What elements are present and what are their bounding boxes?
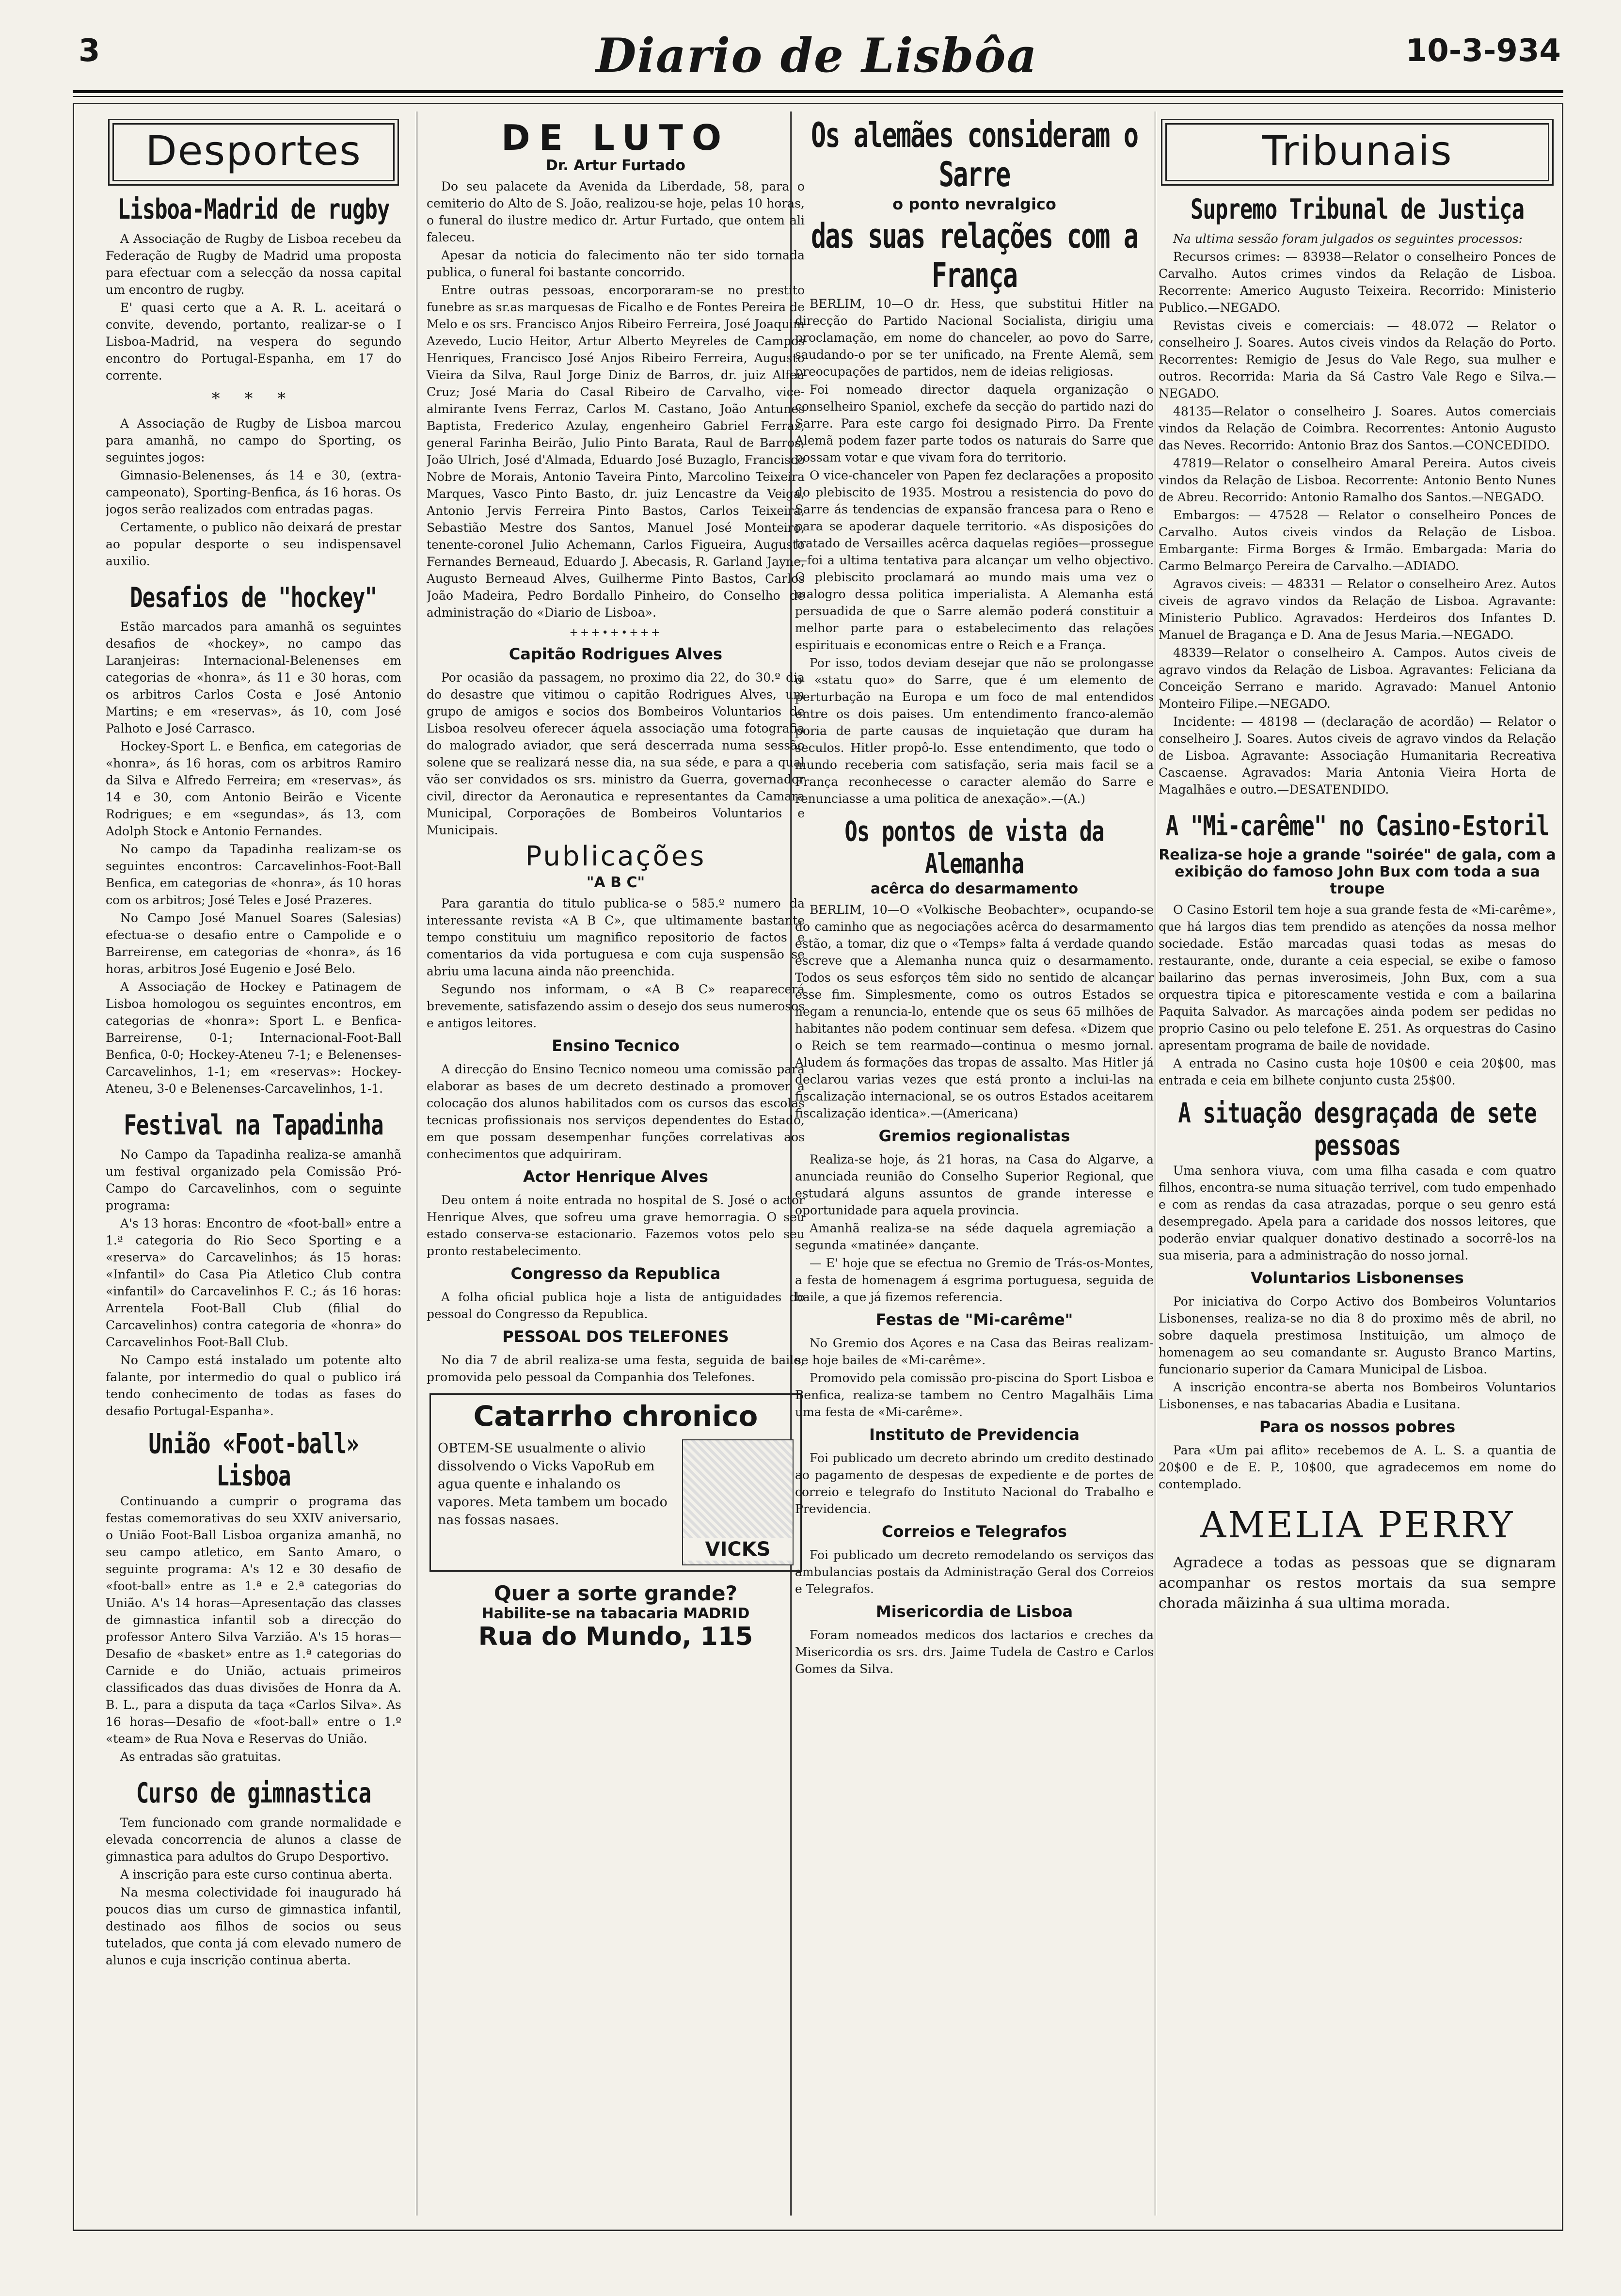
paragraph: BERLIM, 10—O dr. Hess, que substitui Hitler na direcção do Partido Nacional Socialista, dirigiu uma proclamação, em nome do chanceler, ao povo do Sarre, saudando-o por se ter unificado, na Frente Alemã, sem preocupações de partidos, nem de ideias religiosas. xyxy=(795,297,1154,379)
ornament-rule: +++•+•+++ xyxy=(569,627,662,639)
paragraph: No Campo está instalado um potente alto falante, por intermedio do qual o publico irá tendo conhecimento de todas as fases do desafio Portugal-Espanha». xyxy=(106,1353,401,1418)
paragraph: — E' hoje que se efectua no Gremio de Trás-os-Montes, a festa de homenagem á esgrima portuguesa, seguida de baile, a que já fizemos referencia. xyxy=(795,1256,1154,1305)
headline-correios: Correios e Telegrafos xyxy=(882,1522,1067,1541)
headline-voluntarios: Voluntarios Lisbonenses xyxy=(1251,1269,1464,1288)
ad-text: OBTEM-SE usualmente o alivio dissolvendo o Vicks VapoRub em agua quente e inhalando os vapores. Meta tambem um bocado nas fossas nasaes. xyxy=(438,1441,667,1528)
newspaper-title: Diario de Lisbôa xyxy=(596,28,1038,83)
notice-amelia-perry: AMELIA PERRY xyxy=(1200,1504,1515,1547)
headline-ensino: Ensino Tecnico xyxy=(552,1036,680,1055)
paragraph: Incidente: — 48198 — (declaração de acordão) — Relator o conselheiro J. Soares. Autos civeis de agravo vindos da Relação de Lisboa. Agravante: Associação Humanitaria Recreativa Cascaense. Agravados: Maria Antonia Vieira Horta de Magalhães e outro.—DESATENDIDO. xyxy=(1159,714,1556,797)
paragraph: E' quasi certo que a A. R. L. aceitará o convite, devendo, portanto, realizar-se o I Lisboa-Madrid, na vespera do segundo encontro do Portugal-Espanha, em 17 do corrente. xyxy=(106,300,401,383)
paragraph: Apesar da noticia do falecimento não ter sido tornada publica, o funeral foi bastante concorrido. xyxy=(427,248,805,279)
headline-situacao: A situação desgraçada de sete pessoas xyxy=(1178,1097,1537,1162)
headline-casino: A "Mi-carême" no Casino-Estoril xyxy=(1165,810,1549,843)
paragraph: O vice-chanceler von Papen fez declarações a proposito do plebiscito de 1935. Mostrou a resistencia do povo do Sarre ás tendencias de expansão francesa para o Reno e para se apoderar daquele territorio. «As disposições do tratado de Versailles acêrca daquelas regiões—prossegue—foi a ultima tentativa para alcançar um velho objectivo. O plebiscito proclamará ao mundo mais uma vez o malogro dessa politica imperialista. A Alemanha está persuadida de que o Sarre alemão poderá constituir a melhor parte para o estabelecimento das relações espirituais e economicas entre o Reich e a França. xyxy=(795,468,1154,653)
paragraph: Foi publicado um decreto remodelando os serviços das ambulancias postais da Administração Geral dos Correios e Telegrafos. xyxy=(795,1548,1154,1596)
headline-micareme: Festas de "Mi-carême" xyxy=(875,1310,1073,1329)
paragraph: Para garantia do titulo publica-se o 585.º numero da interessante revista «A B C», que ultimamente bastante tempo constituiu um magnifico repositorio de factos e comentarios da vida portuguesa e com cuja suspensão se abriu uma lacuna ainda não preenchida. xyxy=(427,896,805,978)
paragraph: Na mesma colectividade foi inaugurado há poucos dias um curso de gimnastica infantil, destinado aos filhos de socios ou seus tutelados, que conta já com elevado numero de alunos e cuja inscrição continua aberta. xyxy=(106,1885,401,1967)
paragraph: A folha oficial publica hoje a lista de antiguidades do pessoal do Congresso da Republica. xyxy=(427,1290,805,1321)
paragraph: Revistas civeis e comerciais: — 48.072 — Relator o conselheiro J. Soares. Autos civeis vindos da Relação do Porto. Recorrentes: Remigio de Jesus do Vale Rego, sua mulher e outros. Recorrida: Maria da Sá Castro Vale Rego e Silva.—NEGADO. xyxy=(1159,318,1556,400)
ad-line: Habilite-se na tabacaria MADRID xyxy=(481,1605,750,1622)
column-divider xyxy=(1155,112,1156,2216)
paragraph: Estão marcados para amanhã os seguintes desafios de «hockey», no campo das Laranjeiras: Internacional-Belenenses em categorias de «honra», ás 11 e 30 horas, com os arbitros Carlos Costa e José Antonio Martins; e em «reservas», ás 10, com José Palhoto e José Carrasco. xyxy=(106,620,401,736)
ad-line: Rua do Mundo, 115 xyxy=(478,1622,753,1651)
headline-uniao: União «Foot-ball» Lisboa xyxy=(148,1428,359,1492)
headline-gimnastica: Curso de gimnastica xyxy=(136,1777,371,1810)
subhead: Dr. Artur Furtado xyxy=(545,157,686,174)
headline-previdencia: Instituto de Previdencia xyxy=(869,1425,1080,1444)
headline-pobres: Para os nossos pobres xyxy=(1259,1418,1456,1436)
paragraph: As entradas são gratuitas. xyxy=(120,1749,281,1764)
headline-supremo: Supremo Tribunal de Justiça xyxy=(1190,193,1525,226)
masthead-rule xyxy=(73,90,1563,93)
paragraph: Foi publicado um decreto abrindo um credito destinado ao pagamento de despesas de expediente e de portes de correio e telegrafo do Instituto Nacional do Trabalho e Previdencia. xyxy=(795,1451,1154,1516)
headline-actor: Actor Henrique Alves xyxy=(523,1167,708,1186)
paragraph: Entre outras pessoas, encorporaram-se no prestito funebre as sr.as marquesas de Ficalho e de Fontes Pereira de Melo e os srs. Francisco Anjos Ribeiro Ferreira, José Joaquim Azevedo, Lucio Heitor, Artur Alberto Meyreles de Campos Henriques, Francisco José Anjos Ribeiro Ferreira, Augusto Vieira da Silva, Raul Jorge Diniz de Barros, dr. juiz Alfeu Cruz; José Maria do Casal Ribeiro de Carvalho, vice-almirante Ivens Ferraz, Carlos M. Castano, João Antunes Baptista, Frederico Azulay, engenheiro Gabriel Ferraz, general Farinha Beirão, Julio Pinto Barata, Raul de Barros, João Ulrich, José d'Almada, Eduardo José Buzaglo, Francisco Nobre de Morais, Antonio Taveira Pinto, Marcolino Teixeira Marques, Vasco Pinto Basto, dr. juiz Lencastre da Veiga, Antonio Jervis Ferreira Pinto Bastos, Carlos Teixeira, Sebastião Mestre dos Santos, Manuel José Monteiro, tenente-coronel Julio Achemann, Carlos Figueira, Augusto Fernandes Berneaud, Eduardo J. Abecasis, R. Garland Jayne, Augusto Berneaud Alves, Guilherme Pinto Bastos, Carlos João Madeira, Pedro Bordallo Pinheiro, do Conselho de administração do «Diario de Lisboa». xyxy=(427,283,805,620)
paragraph: Tem funcionado com grande normalidade e elevada concorrencia de alunos a classe de gimnastica para adultos do Grupo Desportivo. xyxy=(106,1815,401,1864)
advertisement-vicks xyxy=(429,1393,802,1572)
headline-de-luto: DE LUTO xyxy=(501,117,731,158)
paragraph: Gimnasio-Belenenses, ás 14 e 30, (extra-campeonato), Sporting-Benfica, ás 16 horas. Os jogos serão realizados com entradas pagas. xyxy=(106,468,401,516)
issue-date: 10-3-934 xyxy=(1405,33,1561,69)
paragraph: A inscrição encontra-se aberta nos Bombeiros Voluntarios Lisbonenses, e nas tabacarias Abadia e Lusitana. xyxy=(1159,1380,1556,1412)
paragraph: Agradece a todas as pessoas que se dignaram acompanhar os restos mortais da sua sempre chorada mãizinha á sua ultima morada. xyxy=(1159,1554,1556,1612)
paragraph: Foi nomeado director daquela organização o conselheiro Spaniol, exchefe da secção do partido nazi do Sarre. Para este cargo foi designado Pirro. Da Frente Alemã podem fazer parte todos os naturais do Sarre que possam votar e que vivam fora do territorio. xyxy=(795,383,1154,465)
subhead: o ponto nevralgico xyxy=(892,194,1056,213)
paragraph: A inscrição para este curso continua aberta. xyxy=(120,1867,393,1881)
masthead-rule-thin xyxy=(73,96,1563,97)
paragraph: No Gremio dos Açores e na Casa das Beiras realizam-se hoje bailes de «Mi-carême». xyxy=(795,1336,1154,1368)
paragraph: Por iniciativa do Corpo Activo dos Bombeiros Voluntarios Lisbonenses, realiza-se no dia 8 do proximo mês de abril, no sobre daquela prestimosa Instituição, um almoço de homenagem ao seu comandante sr. Augusto Branco Martins, funcionario superior da Camara Municipal de Lisboa. xyxy=(1159,1294,1556,1377)
section-head-desportes: Desportes xyxy=(112,123,395,181)
paragraph: Do seu palacete da Avenida da Liberdade, 58, para o cemiterio do Alto de S. João, realizou-se hoje, pelas 10 horas, o funeral do ilustre medico dr. Artur Furtado, que ontem ali faleceu. xyxy=(427,179,805,244)
paragraph: Hockey-Sport L. e Benfica, em categorias de «honra», ás 16 horas, com os arbitros Ramiro da Silva e Alfredo Ferreira; em «reservas», ás 14 e 30, com Antonio Beirão e Vicente Rodrigues; e em «segundas», ás 13, com Adolph Stock e Antonio Fernandes. xyxy=(106,739,401,839)
headline-capitao: Capitão Rodrigues Alves xyxy=(509,645,723,663)
headline-festival: Festival na Tapadinha xyxy=(124,1109,383,1142)
paragraph: A Associação de Rugby de Lisboa recebeu da Federação de Rugby de Madrid uma proposta para efectuar com a selecção da nossa capital um encontro de rugby. xyxy=(106,231,401,297)
headline-hockey: Desafios de "hockey" xyxy=(130,581,377,614)
headline-congresso: Congresso da Republica xyxy=(510,1264,721,1283)
paragraph: Amanhã realiza-se na séde daquela agremiação a segunda «matinée» dançante. xyxy=(795,1221,1154,1253)
ad-title: Catarrho chronico xyxy=(473,1400,758,1433)
masthead xyxy=(73,28,1561,86)
section-head-tribunais: Tribunais xyxy=(1165,123,1549,181)
paragraph: Uma senhora viuva, com uma filha casada e com quatro filhos, encontra-se numa situação terrivel, com tudo empenhado e com as rendas da casa atrazadas, porque o seu genro está desempregado. Apela para a caridade dos nossos leitores, que poderão enviar qualquer donativo destinado a socorrê-los na sua miseria, para a administração do nosso jornal. xyxy=(1159,1164,1556,1263)
ad-brand: VICKS xyxy=(683,1538,793,1561)
paragraph: A entrada no Casino custa hoje 10$00 e ceia 20$00, mas entrada e ceia em bilhete conjunto custa 25$00. xyxy=(1159,1056,1556,1088)
column-divider xyxy=(416,112,417,2216)
headline-sarre: Os alemães consideram o Sarre xyxy=(810,116,1138,195)
headline-gremios: Gremios regionalistas xyxy=(878,1127,1070,1146)
paragraph: No Campo José Manuel Soares (Salesias) efectua-se o desafio entre o Campolide e o Barreirense, em categorias de «honra», ás 16 horas, arbitros José Eugenio e José Belo. xyxy=(106,911,401,976)
headline-sarre-2: das suas relações com a França xyxy=(810,217,1138,296)
headline-rugby: Lisboa-Madrid de rugby xyxy=(117,193,390,226)
column-sports xyxy=(106,112,401,1970)
column-courts xyxy=(1159,112,1556,1615)
paragraph: BERLIM, 10—O «Volkische Beobachter», ocupando-se do caminho que as negociações acêrca do desarmamento estão, a tomar, diz que o «Temps» falta á verdade quando escreve que a Alemanha nunca quiz o desarmamento. Todos os seus esforços têm sido no sentido de alcançar esse fim. Simplesmente, como os outros Estados se negam a renuncia-lo, entende que os seus 65 milhões de habitantes não podem continuar sem defesa. «Dizem que o Reich se tem rearmado—continua o mesmo jornal. Aludem ás formações das tropas de assalto. Mas Hitler já declarou varias vezes que está pronto a inclui-las na fiscalização internacional, se os outros Estados aceitarem fiscalização identica».—(Americana) xyxy=(795,903,1154,1121)
paragraph: No dia 7 de abril realiza-se uma festa, seguida de baile, promovida pelo pessoal da Companhia dos Telefones. xyxy=(427,1353,805,1384)
paragraph: Foram nomeados medicos dos lactarios e creches da Misericordia os srs. drs. Jaime Tudela de Castro e Carlos Gomes da Silva. xyxy=(795,1628,1154,1676)
headline-publicacoes: Publicações xyxy=(525,841,706,872)
paragraph: A Associação de Rugby de Lisboa marcou para amanhã, no campo do Sporting, os seguintes jogos: xyxy=(106,416,401,464)
paragraph: No campo da Tapadinha realizam-se os seguintes encontros: Carcavelinhos-Foot-Ball Benfica, em categorias de «honra», ás 10 horas com os arbitros; José Teles e José Prazeres. xyxy=(106,842,401,908)
paragraph: A's 13 horas: Encontro de «foot-ball» entre a 1.ª categoria do Rio Seco Sporting e a «reserva» do Carcavelinhos; ás 15 horas: «Infantil» do Casa Pia Atletico Club contra «infantil» do Carcavelinhos F. C.; ás 16 horas: Arrentela Foot-Ball Club (filial do Carcavelinhos) contra categoria de «honra» do Carcavelinhos Foot-Ball Club. xyxy=(106,1216,401,1349)
headline-alemanha: Os pontos de vista da Alemanha xyxy=(844,815,1104,880)
separator-stars: * * * xyxy=(211,388,296,408)
paragraph: Continuando a cumprir o programa das festas comemorativas do seu XXIV aniversario, o União Foot-Ball Lisboa organiza amanhã, no seu campo atletico, em Santo Amaro, o seguinte programa: A's 12 e 30 desafio de «foot-ball» entre as 1.ª e 2.ª categorias do União. A's 14 horas—Apresentação das classes de gimnastica infantil sob a direcção do professor Antero Silva Varzião. A's 15 horas—Desafio de «basket» entre as 1.ª categorias do Carnide e do União, actuais primeiros classificados das duas divisões de Honra da A. B. L., para a disputa da taça «Carlos Silva». As 16 horas—Desafio de «foot-ball» entre o 1.º «team» de Rua Nova e Reservas do União. xyxy=(106,1494,401,1746)
column-news xyxy=(427,112,805,1661)
advertisement-lottery xyxy=(427,1581,805,1651)
paragraph: O Casino Estoril tem hoje a sua grande festa de «Mi-carême», que há largos dias tem prendido as atenções da nossa melhor sociedade. Estão marcadas quasi todas as mesas do restaurante, onde, durante a ceia especial, se exibe o famoso bailarino das pernas inverosimeis, John Bux, com a sua orquestra tipica e pitorescamente vestida e com a bailarina Paquita Salvador. As marcações ainda podem ser pedidas no proprio Casino ou pelo telefone E. 251. As orquestras do Casino apresentam programa de baile de novidade. xyxy=(1159,903,1556,1053)
paragraph: Por isso, todos deviam desejar que não se prolongasse o «statu quo» do Sarre, que é um elemento de perturbação na Europa e um foco de mal entendidos entre os dois paises. Um entendimento franco-alemão poria de parte causas de inquietação que duram ha seculos. Hitler propô-lo. Esse entendimento, que todo o mundo receberia com satisfação, seria mais facil se a França reconhecesse o caracter alemão do Sarre e renunciasse a uma politica de anexação».—(A.) xyxy=(795,656,1154,806)
paragraph: Por ocasião da passagem, no proximo dia 22, do 30.º dia do desastre que vitimou o capitão Rodrigues Alves, um grupo de amigos e socios dos Bombeiros Voluntarios de Lisboa resolveu oferecer áquela associação uma fotografia do malogrado aviador, que será descerrada numa sessão solene que se realizará nesse dia, na sua séde, e para a qual vão ser convidados os srs. ministro da Guerra, governador civil, director da Aeronautica e representantes da Camara Municipal, Corporações de Bombeiros Voluntarios e Municipais. xyxy=(427,670,805,837)
paragraph: Realiza-se hoje, ás 21 horas, na Casa do Algarve, a anunciada reunião do Conselho Superior Regional, que estudará alguns assuntos de grande interesse e oportunidade para aquela provincia. xyxy=(795,1152,1154,1218)
paragraph: 48339—Relator o conselheiro A. Campos. Autos civeis de agravo vindos da Relação de Lisboa. Agravantes: Feliciana da Conceição Serrano e marido. Agravado: Manuel Antonio Monteiro Filipe.—NEGADO. xyxy=(1159,645,1556,711)
ad-illustration xyxy=(682,1439,794,1565)
paragraph: 47819—Relator o conselheiro Amaral Pereira. Autos civeis vindos da Relação de Lisboa. Recorrente: Antonio Bento Nunes de Abreu. Recorrido: Antonio Ramalho dos Santos.—NEGADO. xyxy=(1159,456,1556,504)
paragraph: Agravos civeis: — 48331 — Relator o conselheiro Arez. Autos civeis de agravo vindos da Relação de Lisboa. Agravante: Ministerio Publico. Agravados: Herdeiros dos Infantes D. Manuel de Bragança e D. Ana de Jesus Maria.—NEGADO. xyxy=(1159,576,1556,642)
ad-line: Quer a sorte grande? xyxy=(493,1581,738,1605)
headline-misericordia: Misericordia de Lisboa xyxy=(875,1602,1073,1621)
subhead: "A B C" xyxy=(586,874,645,891)
paragraph: 48135—Relator o conselheiro J. Soares. Autos comerciais vindos da Relação de Coimbra. Recorrentes: Antonio Augusto das Neves. Recorrido: Antonio Braz dos Santos.—CONCEDIDO. xyxy=(1159,404,1556,452)
paragraph: Deu ontem á noite entrada no hospital de S. José o actor Henrique Alves, que sofreu uma grave hemorragia. O seu estado conserva-se estacionario. Fazemos votos pelo seu pronto restabelecimento. xyxy=(427,1193,805,1258)
column-foreign xyxy=(795,112,1154,1678)
paragraph: A direcção do Ensino Tecnico nomeou uma comissão para elaborar as bases de um decreto destinado a promover a colocação dos alunos habilitados com os cursos das escolas tecnicas profissionais nos serviços dependentes do Estado, em que possam desempenhar funções correlativas aos conhecimentos que adquiriram. xyxy=(427,1062,805,1161)
paragraph: No Campo da Tapadinha realiza-se amanhã um festival organizado pela Comissão Pró-Campo do Carcavelinhos, com o seguinte programa: xyxy=(106,1147,401,1212)
paragraph: Recursos crimes: — 83938—Relator o conselheiro Ponces de Carvalho. Autos crimes vindos da Relação de Lisboa. Recorrente: Americo Augusto Teixeira. Recorrido: Ministerio Publico.—NEGADO. xyxy=(1159,249,1556,315)
paragraph: Na ultima sessão foram julgados os seguintes processos: xyxy=(1173,231,1523,246)
paragraph: Promovido pela comissão pro-piscina do Sport Lisboa e Benfica, realiza-se tambem no Centro Magalhãis Lima uma festa de «Mi-carême». xyxy=(795,1371,1154,1419)
subhead: Realiza-se hoje a grande "soirée" de gala, com a exibição do famoso John Bux com toda a sua troupe xyxy=(1159,846,1556,898)
subhead: acêrca do desarmamento xyxy=(870,880,1079,898)
paragraph: Certamente, o publico não deixará de prestar ao popular desporte o seu indispensavel auxilio. xyxy=(106,520,401,568)
paragraph: A Associação de Hockey e Patinagem de Lisboa homologou os seguintes encontros, em categorias de «honra»: Sport L. e Benfica-Barreirense, 0-1; Internacional-Foot-Ball Benfica, 0-0; Hockey-Ateneu 7-1; e Belenenses-Carcavelinhos, 1-1; em «reservas»: Hockey-Ateneu, 3-0 e Belenenses-Carcavelinhos, 1-1. xyxy=(106,980,401,1096)
headline-telefones: PESSOAL DOS TELEFONES xyxy=(502,1327,729,1346)
paragraph: Segundo nos informam, o «A B C» reaparecerá brevemente, satisfazendo assim o desejo dos seus numerosos e antigos leitores. xyxy=(427,982,805,1030)
page-number: 3 xyxy=(79,33,100,69)
paragraph: Embargos: — 47528 — Relator o conselheiro Ponces de Carvalho. Autos civeis vindos da Relação de Lisboa. Embargante: Firma Borges & Irmão. Embargada: Maria do Carmo Belmarço Pereira de Carvalho.—ADIADO. xyxy=(1159,508,1556,573)
paragraph: Para «Um pai aflito» recebemos de A. L. S. a quantia de 20$00 e de E. P., 10$00, que agradecemos em nome do contemplado. xyxy=(1159,1443,1556,1492)
